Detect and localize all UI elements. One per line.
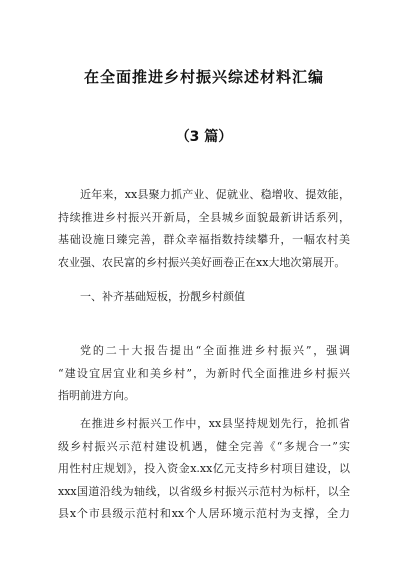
paragraph-report	[58, 340, 350, 408]
section-heading-text: 一、补齐基础短板，扮靓乡村颜值	[80, 290, 245, 303]
paragraph-line: 农业强、农民富的乡村振兴美好画卷正在xx大地次第展开。	[58, 255, 346, 269]
paragraph-line: “建设宜居宜业和美乡村”，为新时代全面推进乡村振兴	[58, 366, 350, 380]
paragraph-line: 持续推进乡村振兴开新局，全县城乡面貌最新讲话系列，	[58, 210, 350, 224]
paragraph-intro	[58, 184, 350, 274]
paragraph-line: 基础设施日臻完善，群众幸福指数持续攀升，一幅农村美	[58, 233, 350, 246]
paragraph-line: 近年来，xx县聚力抓产业、促就业、稳增收、提效能，	[80, 188, 350, 201]
document-subtitle: （3 篇）	[175, 129, 233, 145]
paragraph-line: 党的二十大报告提出“全面推进乡村振兴”，强调	[80, 344, 350, 357]
paragraph-planning	[58, 413, 350, 526]
section-heading	[80, 286, 372, 309]
paragraph-line: 级乡村振兴示范村建设机遇，健全完善《“多规合一”实	[58, 439, 350, 453]
paragraph-line: xxx国道沿线为轴线，以省级乡村振兴示范村为标杆，以全	[58, 484, 350, 498]
paragraph-line: 县x个市县级示范村和xx个人居环境示范村为支撑，全力	[58, 507, 350, 520]
paragraph-line: 在推进乡村振兴工作中，xx县坚持规划先行，抢抓省	[80, 417, 350, 430]
paragraph-line: 指明前进方向。	[58, 389, 135, 402]
paragraph-line: 用性村庄规划》，投入资金x.xx亿元支持乡村项目建设，以	[58, 462, 350, 475]
document-title: 在全面推进乡村振兴综述材料汇编	[83, 68, 324, 86]
